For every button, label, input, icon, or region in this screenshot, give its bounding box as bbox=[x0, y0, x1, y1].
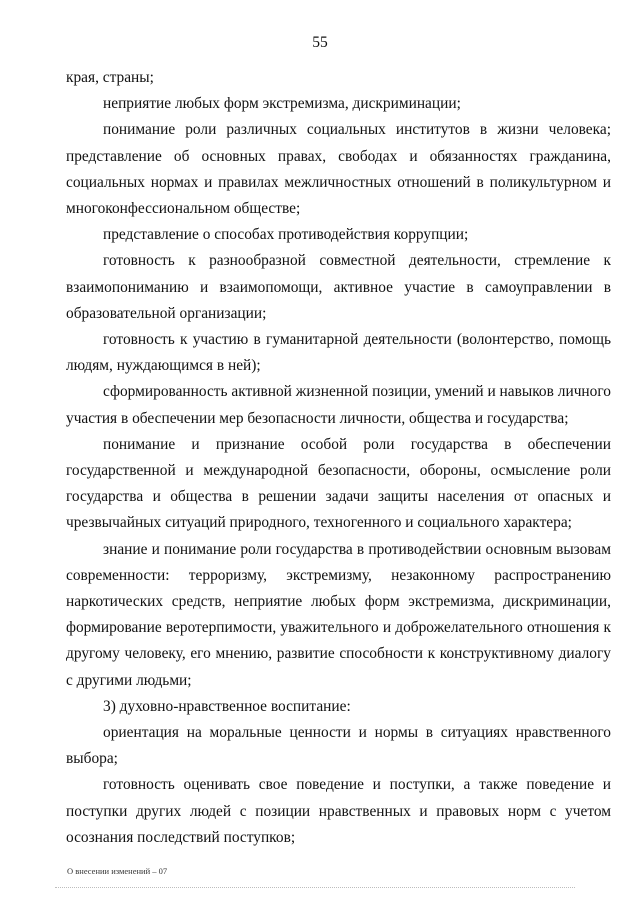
scan-artifact-line bbox=[55, 887, 575, 888]
paragraph: края, страны; bbox=[66, 69, 154, 86]
paragraph: понимание и признание особой роли государства в обеспечении государственной и международной безопасности, обороны, осмысление роли государства и общества в решении задачи защиты населения от опасных и чрезвычайных ситуаций природного, техногенного и социального характера; bbox=[66, 435, 611, 532]
paragraph: готовность оценивать свое поведение и поступки, а также поведение и поступки других людей с позиции нравственных и правовых норм с учетом осознания последствий поступков; bbox=[66, 776, 611, 846]
paragraph: понимание роли различных социальных институтов в жизни человека; представление об основных правах, свободах и обязанностях гражданина, социальных нормах и правилах межличностных отношений в поликультурном и многоконфессиональном обществе; bbox=[66, 121, 611, 218]
section-heading: 3) духовно-нравственное воспитание: bbox=[103, 697, 351, 715]
paragraph: ориентация на моральные ценности и нормы в ситуациях нравственного выбора; bbox=[66, 724, 611, 768]
paragraph: готовность к разнообразной совместной деятельности, стремление к взаимопониманию и взаимопомощи, активное участие в самоуправлении в образовательной организации; bbox=[66, 252, 611, 322]
paragraph: неприятие любых форм экстремизма, дискриминации; bbox=[103, 95, 461, 113]
paragraph: знание и понимание роли государства в противодействии основным вызовам современности: терроризму, экстремизму, незаконному распространению наркотических средств, неприятие любых форм экстремизма, дискриминации, формирование веротерпимости, уважительного и доброжелательного отношения к другому человеку, его мнению, развитие способности к конструктивному диалогу с другими людьми; bbox=[66, 540, 611, 689]
body-text bbox=[66, 65, 611, 851]
paragraph: представление о способах противодействия коррупции; bbox=[103, 226, 469, 244]
page-number: 55 bbox=[312, 34, 328, 51]
footer-note: О внесении изменений – 07 bbox=[67, 866, 168, 876]
paragraph: готовность к участию в гуманитарной деятельности (волонтерство, помощь людям, нуждающимся в ней); bbox=[66, 331, 611, 375]
paragraph: сформированность активной жизненной позиции, умений и навыков личного участия в обеспечении мер безопасности личности, общества и государства; bbox=[66, 383, 611, 427]
